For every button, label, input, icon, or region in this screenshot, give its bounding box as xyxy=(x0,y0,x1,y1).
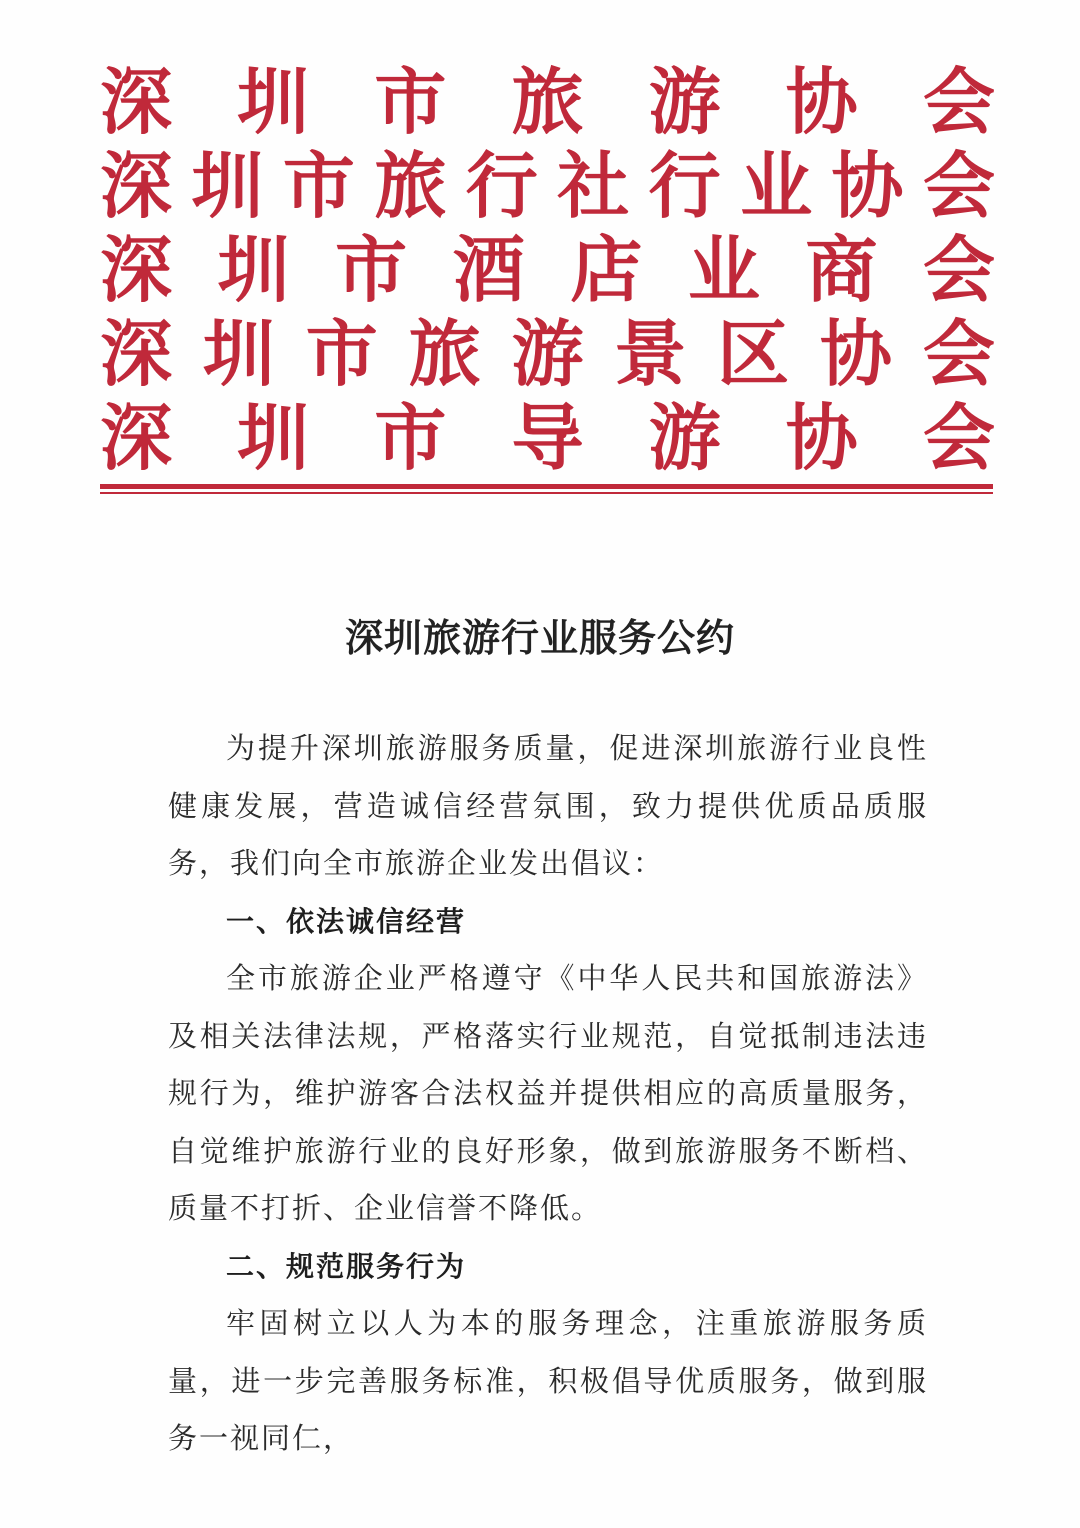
letterhead-char: 导 xyxy=(511,395,584,480)
letterhead-char: 景 xyxy=(614,311,687,396)
divider-thick-line xyxy=(100,484,993,489)
letterhead-char: 协 xyxy=(831,143,904,228)
letterhead-char: 圳 xyxy=(237,395,310,480)
divider-thin-line xyxy=(100,492,993,494)
letterhead-char: 游 xyxy=(648,395,721,480)
section-heading-1: 一、依法诚信经营 xyxy=(226,904,467,938)
letterhead-char: 会 xyxy=(922,227,995,312)
letterhead-char: 业 xyxy=(740,143,813,228)
section-paragraph-2: 牢固树立以人为本的服务理念，注重旅游服务质量，进一步完善服务标准，积极倡导优质服务，做到服务一视同仁， xyxy=(168,1306,928,1455)
letterhead-char: 区 xyxy=(717,311,790,396)
letterhead-char: 深 xyxy=(100,227,173,312)
letterhead-char: 圳 xyxy=(237,59,310,144)
section-paragraph-1: 全市旅游企业严格遵守《中华人民共和国旅游法》及相关法律法规，严格落实行业规范，自觉抵制违法违规行为，维护游客合法权益并提供相应的高质量服务，自觉维护旅游行业的良好形象，做到旅游服务不断档、质量不打折、企业信誉不降低。 xyxy=(168,961,928,1225)
letterhead-char: 酒 xyxy=(452,227,525,312)
letterhead-char: 会 xyxy=(922,311,995,396)
letterhead-char: 市 xyxy=(305,311,378,396)
letterhead-char: 协 xyxy=(820,311,893,396)
letterhead-char: 市 xyxy=(374,395,447,480)
letterhead-line-travel-agency-association xyxy=(100,144,995,228)
section-heading-2: 二、规范服务行为 xyxy=(226,1249,467,1283)
letterhead-char: 游 xyxy=(511,311,584,396)
letterhead-char: 深 xyxy=(100,59,173,144)
letterhead-char: 协 xyxy=(785,59,858,144)
letterhead-char: 商 xyxy=(805,227,878,312)
letterhead-char: 旅 xyxy=(408,311,481,396)
letterhead-char: 社 xyxy=(557,143,630,228)
letterhead-char: 店 xyxy=(570,227,643,312)
letterhead-char: 市 xyxy=(282,143,355,228)
document-title: 深圳旅游行业服务公约 xyxy=(344,615,735,660)
letterhead-char: 会 xyxy=(922,59,995,144)
letterhead-char: 圳 xyxy=(191,143,264,228)
document-body xyxy=(168,720,928,1468)
letterhead-char: 协 xyxy=(785,395,858,480)
letterhead-line-hotel-chamber xyxy=(100,228,995,312)
letterhead-char: 市 xyxy=(374,59,447,144)
letterhead-line-tourism-association xyxy=(100,60,995,144)
letterhead xyxy=(100,60,995,480)
letterhead-char: 旅 xyxy=(511,59,584,144)
letterhead-divider xyxy=(100,484,993,494)
letterhead-char: 行 xyxy=(465,143,538,228)
letterhead-char: 圳 xyxy=(202,311,275,396)
letterhead-char: 会 xyxy=(922,395,995,480)
letterhead-line-tour-guide-association xyxy=(100,396,995,480)
letterhead-char: 会 xyxy=(922,143,995,228)
letterhead-char: 行 xyxy=(648,143,721,228)
letterhead-char: 深 xyxy=(100,311,173,396)
letterhead-char: 旅 xyxy=(374,143,447,228)
letterhead-char: 业 xyxy=(687,227,760,312)
letterhead-char: 圳 xyxy=(217,227,290,312)
letterhead-line-scenic-area-association xyxy=(100,312,995,396)
intro-paragraph: 为提升深圳旅游服务质量，促进深圳旅游行业良性健康发展，营造诚信经营氛围，致力提供优质品质服务，我们向全市旅游企业发出倡议： xyxy=(168,731,928,880)
letterhead-char: 游 xyxy=(648,59,721,144)
letterhead-char: 深 xyxy=(100,395,173,480)
letterhead-char: 深 xyxy=(100,143,173,228)
letterhead-char: 市 xyxy=(335,227,408,312)
